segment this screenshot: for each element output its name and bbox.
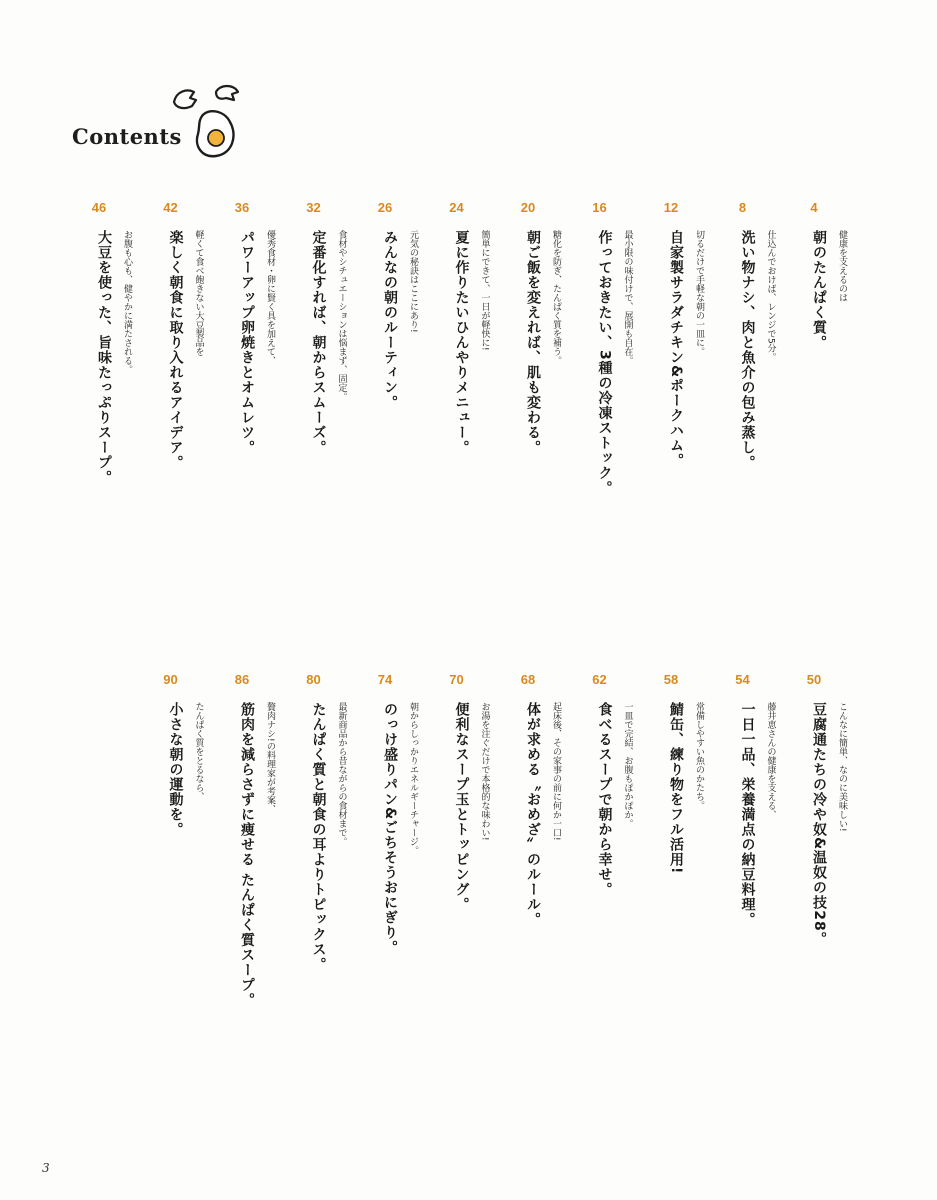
toc-entry[interactable] — [421, 200, 493, 630]
toc-title: みんなの朝のルーティン。 — [382, 230, 398, 410]
toc-entry-body — [453, 230, 493, 630]
toc-title: 定番化すれば、朝からスムーズ。 — [310, 230, 327, 455]
toc-page-number: 20 — [520, 200, 536, 215]
toc-entry[interactable] — [349, 672, 421, 1102]
toc-entry-body — [310, 230, 350, 630]
page-number: 3 — [42, 1161, 50, 1175]
toc-entry-body — [524, 230, 564, 630]
toc-subtitle: 一皿で完結、お腹もぽかぽか。 — [622, 702, 633, 828]
toc-entry-body — [381, 230, 421, 630]
toc-subtitle: 常備しやすい魚のかたち。 — [694, 702, 704, 810]
toc-entry[interactable] — [635, 672, 707, 1102]
toc-title: 作っておきたい、3種の冷凍ストック。 — [596, 230, 613, 496]
toc-title: 自家製サラダチキン&ポークハム。 — [668, 230, 684, 469]
toc-title: 豆腐通たちの冷や奴&温奴の技28。 — [811, 702, 827, 947]
toc-subtitle: お腹も心も、健やかに満たされる。 — [122, 230, 132, 374]
toc-entry-body — [453, 702, 493, 1102]
toc-entry-body — [596, 230, 636, 630]
toc-entry[interactable] — [421, 672, 493, 1102]
toc-page-number: 86 — [234, 672, 250, 687]
toc-page-number: 70 — [449, 672, 464, 687]
toc-subtitle: 切るだけで手軽な朝の一皿に。 — [694, 230, 704, 356]
toc-entry[interactable] — [135, 672, 207, 1102]
toc-entry-body — [381, 702, 421, 1102]
toc-page-number: 24 — [449, 200, 464, 215]
toc-page-number: 74 — [377, 672, 393, 687]
toc-subtitle: 糖化を防ぎ、たんぱく質を補う。 — [551, 230, 561, 365]
toc-subtitle: 食材やシチュエーションは悩まず、固定。 — [336, 230, 347, 401]
toc-page-number: 80 — [306, 672, 321, 687]
toc-entry-body — [310, 702, 350, 1102]
toc-entry[interactable] — [63, 200, 135, 630]
toc-page-number: 54 — [735, 672, 750, 687]
toc-page-number: 26 — [377, 200, 393, 215]
toc-entry[interactable] — [492, 200, 564, 630]
toc-page-number: 32 — [306, 200, 321, 215]
toc-subtitle: こんなに簡単、なのに美味しい! — [837, 702, 847, 832]
toc-entry[interactable] — [349, 200, 421, 630]
toc-page-number: 58 — [663, 672, 679, 687]
toc-title: 夏に作りたいひんやりメニュー。 — [453, 230, 470, 455]
toc-entry[interactable] — [278, 200, 350, 630]
toc-title: 洗い物ナシ、肉と魚介の包み蒸し。 — [739, 230, 756, 470]
toc-subtitle: 優秀食材・卵に賢く具を加えて、 — [265, 230, 275, 365]
toc-entry-body — [739, 230, 779, 630]
toc-subtitle: お湯を注ぐだけで本格的な味わい! — [479, 702, 490, 841]
toc-entry[interactable] — [707, 672, 779, 1102]
toc-entry[interactable] — [564, 672, 636, 1102]
toc-title: のっけ盛りパン&ごちそうおにぎり。 — [382, 702, 398, 956]
toc-page-number: 42 — [163, 200, 178, 215]
toc-title: 小さな朝の運動を。 — [167, 702, 184, 837]
toc-entry-body — [596, 702, 636, 1102]
toc-title: パワーアップ卵焼きとオムレツ。 — [239, 230, 255, 455]
toc-page-number: 16 — [592, 200, 607, 215]
toc-entry-body — [167, 702, 207, 1102]
toc-entry-body — [524, 702, 564, 1102]
toc-title: 大豆を使った、旨味たっぷりスープ。 — [96, 230, 112, 485]
toc-subtitle: 朝からしっかりエネルギーチャージ。 — [408, 702, 418, 855]
toc-entry[interactable] — [492, 672, 564, 1102]
header — [0, 0, 937, 180]
toc-subtitle: 簡単にできて、一日が軽快に! — [479, 230, 490, 351]
toc-subtitle: 起床後、その家事の前に何か一口! — [551, 702, 561, 841]
toc-subtitle: 贅肉ナシ!の料理家が考案、 — [265, 702, 275, 814]
toc-page-number: 46 — [91, 200, 107, 215]
toc-entry-body — [95, 230, 135, 630]
toc-entry-body — [739, 702, 779, 1102]
toc-page-number: 62 — [592, 672, 607, 687]
toc-title: 体が求める〝おめざ〟のルール。 — [525, 702, 541, 927]
toc-entry[interactable] — [206, 200, 278, 630]
toc-subtitle: 藤井恵さんの健康を支える、 — [765, 702, 776, 819]
toc-subtitle: 仕込んでおけば、レンジで5分。 — [765, 230, 776, 362]
toc-subtitle: 軽くて食べ飽きない大豆製品を — [193, 230, 204, 356]
toc-subtitle: たんぱく質をとるなら、 — [193, 702, 204, 801]
toc-page-number: 36 — [234, 200, 250, 215]
toc-page-number: 50 — [806, 672, 822, 687]
toc-page-number: 90 — [163, 672, 178, 687]
toc-entry[interactable] — [278, 672, 350, 1102]
toc-entry[interactable] — [778, 672, 850, 1102]
toc-page-number: 4 — [810, 200, 818, 215]
toc-title: 一日一品、栄養満点の納豆料理。 — [739, 702, 756, 927]
cracked-egg-icon — [168, 80, 246, 160]
toc-page-number: 68 — [520, 672, 536, 687]
toc-title: 食べるスープで朝から幸せ。 — [596, 702, 613, 897]
toc-title: 筋肉を減らさずに痩せる たんぱく質スープ。 — [239, 702, 255, 1008]
toc-entry-body — [238, 702, 278, 1102]
toc-subtitle: 健康を支えるのは — [837, 230, 847, 302]
toc-subtitle: 最新商品から昔ながらの食材まで。 — [336, 702, 347, 846]
toc-title: たんぱく質と朝食の耳よりトピックス。 — [310, 702, 327, 972]
toc-entry[interactable] — [135, 200, 207, 630]
contents-title: Contents — [72, 124, 182, 149]
toc-entry[interactable] — [635, 200, 707, 630]
toc-entry[interactable] — [707, 200, 779, 630]
toc-entry-body — [810, 702, 850, 1102]
toc-title: 便利なスープ玉とトッピング。 — [453, 702, 470, 912]
toc-title: 楽しく朝食に取り入れるアイデア。 — [167, 230, 184, 470]
toc-entry-body — [167, 230, 207, 630]
toc-title: 鯖缶、練り物をフル活用! — [668, 702, 684, 875]
toc-entry-body — [238, 230, 278, 630]
toc-subtitle: 元気の秘訣はここにあり! — [408, 230, 418, 333]
toc-subtitle: 最小限の味付けで、展開も自在。 — [622, 230, 633, 365]
toc-page-number: 8 — [738, 200, 747, 215]
toc-entry[interactable] — [206, 672, 278, 1102]
toc-entry[interactable] — [778, 200, 850, 630]
toc-entry[interactable] — [564, 200, 636, 630]
toc-page-number: 12 — [663, 200, 679, 215]
toc-title: 朝のたんぱく質。 — [811, 230, 827, 350]
toc-entry-body — [667, 702, 707, 1102]
toc-title: 朝ご飯を変えれば、肌も変わる。 — [525, 230, 541, 455]
toc-entry-body — [810, 230, 850, 630]
toc-entry-body — [667, 230, 707, 630]
